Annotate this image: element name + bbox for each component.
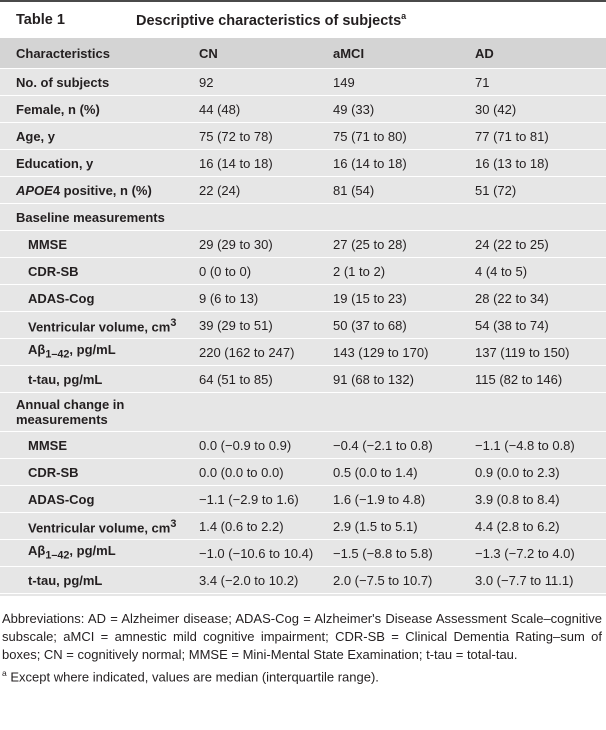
table-cell: 81 (54) [333, 177, 475, 204]
row-label-text: t-tau, pg/mL [28, 572, 103, 588]
table-cell: 3.9 (0.8 to 8.4) [475, 486, 606, 513]
row-label-text: CDR-SB [28, 464, 79, 480]
table-cell: 2.9 (1.5 to 5.1) [333, 513, 475, 540]
table-cell: −0.4 (−2.1 to 0.8) [333, 432, 475, 459]
table-row [0, 459, 606, 486]
table-header-row [0, 38, 606, 69]
row-label [0, 486, 199, 513]
row-label-text: MMSE [28, 236, 67, 252]
row-label-text: Aβ [28, 341, 46, 357]
row-label-text: Education, y [16, 155, 94, 171]
row-label-text: MMSE [28, 437, 67, 453]
row-label-text: ADAS-Cog [28, 290, 95, 306]
row-label [0, 258, 199, 285]
table-cell: 16 (14 to 18) [199, 150, 333, 177]
row-label [0, 285, 199, 312]
row-label-text: No. of subjects [16, 74, 110, 90]
table-cell: 16 (14 to 18) [333, 150, 475, 177]
table-cell [333, 393, 475, 432]
table-row [0, 177, 606, 204]
row-label [0, 339, 199, 366]
row-label [0, 69, 199, 96]
table-cell: 50 (37 to 68) [333, 312, 475, 339]
table-row [0, 432, 606, 459]
table-title-bar [0, 0, 606, 38]
column-header: AD [475, 38, 606, 69]
section-row [0, 204, 606, 231]
note-mark: a [2, 668, 7, 678]
table-cell: 54 (38 to 74) [475, 312, 606, 339]
table-cell: 44 (48) [199, 96, 333, 123]
table-cell [475, 393, 606, 432]
row-label [0, 513, 199, 540]
row-label [0, 567, 199, 594]
table-cell: 3.4 (−2.0 to 10.2) [199, 567, 333, 594]
row-label-text: Ventricular volume, cm [28, 319, 171, 335]
table-cell: 22 (24) [199, 177, 333, 204]
table-row [0, 123, 606, 150]
table-footnotes [0, 596, 606, 686]
table-cell: 0 (0 to 0) [199, 258, 333, 285]
table-row [0, 150, 606, 177]
table-title-text: Descriptive characteristics of subjects [136, 12, 402, 29]
table-cell: 28 (22 to 34) [475, 285, 606, 312]
table-cell: −1.5 (−8.8 to 5.8) [333, 540, 475, 567]
table-cell: 30 (42) [475, 96, 606, 123]
row-label [0, 312, 199, 339]
table-cell: 3.0 (−7.7 to 11.1) [475, 567, 606, 594]
row-label [0, 177, 199, 204]
row-label-text: Ventricular volume, cm [28, 520, 171, 536]
table-cell: 2.0 (−7.5 to 10.7) [333, 567, 475, 594]
row-label-subscript: 1–42 [45, 348, 70, 361]
table-row [0, 567, 606, 594]
table-cell: 4.4 (2.8 to 6.2) [475, 513, 606, 540]
table-row [0, 96, 606, 123]
abbreviations-note: Abbreviations: AD = Alzheimer disease; ADAS-Cog = Alzheimer's Disease Assessment Scale–cognitive subscale; aMCI = amnestic mild cognitive impairment; CDR-SB = Clinical Dementia Rating–sum of boxes; CN = cognitively normal; MMSE = Mini-Mental State Examination; t-tau = total-tau. [2, 611, 602, 662]
row-label-text: ADAS-Cog [28, 491, 95, 507]
table-cell: 27 (25 to 28) [333, 231, 475, 258]
table-cell: 137 (119 to 150) [475, 339, 606, 366]
table-row [0, 339, 606, 366]
table-cell: 75 (71 to 80) [333, 123, 475, 150]
column-header: Characteristics [0, 38, 199, 69]
table-row [0, 366, 606, 393]
row-label-text: Aβ [28, 542, 46, 558]
table-row [0, 312, 606, 339]
table-cell: 75 (72 to 78) [199, 123, 333, 150]
row-label [0, 432, 199, 459]
table-cell: 16 (13 to 18) [475, 150, 606, 177]
table-cell [199, 204, 333, 231]
table-cell: 71 [475, 69, 606, 96]
row-label [0, 393, 199, 432]
table-body [0, 38, 606, 596]
table-cell: 24 (22 to 25) [475, 231, 606, 258]
table-cell: 92 [199, 69, 333, 96]
table-title-mark: a [401, 11, 407, 22]
table-cell: 19 (15 to 23) [333, 285, 475, 312]
row-label-text: t-tau, pg/mL [28, 371, 103, 387]
table-row [0, 513, 606, 540]
table-cell: 0.0 (−0.9 to 0.9) [199, 432, 333, 459]
table-cell: 0.0 (0.0 to 0.0) [199, 459, 333, 486]
table-cell [333, 204, 475, 231]
characteristics-table [0, 38, 606, 594]
table-row [0, 540, 606, 567]
table-cell: 1.6 (−1.9 to 4.8) [333, 486, 475, 513]
table-cell: 143 (129 to 170) [333, 339, 475, 366]
table-cell: 64 (51 to 85) [199, 366, 333, 393]
table-cell: 51 (72) [475, 177, 606, 204]
row-label-rest: 4 positive, n (%) [52, 182, 152, 198]
column-header: CN [199, 38, 333, 69]
table-cell: −1.1 (−2.9 to 1.6) [199, 486, 333, 513]
median-note [2, 664, 602, 686]
row-label [0, 231, 199, 258]
table-cell: 2 (1 to 2) [333, 258, 475, 285]
table-cell: 77 (71 to 81) [475, 123, 606, 150]
table-row [0, 231, 606, 258]
row-label-text: Age, y [16, 128, 56, 144]
row-label [0, 366, 199, 393]
row-label-superscript: 3 [170, 517, 177, 530]
row-label [0, 540, 199, 567]
table-cell: 0.5 (0.0 to 1.4) [333, 459, 475, 486]
table-cell [475, 204, 606, 231]
row-label-rest: , pg/mL [69, 542, 116, 558]
row-label [0, 123, 199, 150]
row-label-italic: APOE [16, 182, 53, 198]
section-row [0, 393, 606, 432]
row-label-text: Baseline measurements [16, 209, 165, 225]
row-label-text: Female, n (%) [16, 101, 100, 117]
table-title [136, 11, 406, 29]
row-label-text: Annual change in measurements [16, 397, 125, 427]
row-label-subscript: 1–42 [45, 549, 70, 562]
table-cell [199, 393, 333, 432]
table-row [0, 285, 606, 312]
table-row [0, 258, 606, 285]
note-text: Except where indicated, values are median (interquartile range). [6, 669, 379, 685]
table-cell: 0.9 (0.0 to 2.3) [475, 459, 606, 486]
row-label [0, 150, 199, 177]
table-row [0, 486, 606, 513]
table-row [0, 69, 606, 96]
table-cell: −1.1 (−4.8 to 0.8) [475, 432, 606, 459]
table-cell: 29 (29 to 30) [199, 231, 333, 258]
table-cell: 91 (68 to 132) [333, 366, 475, 393]
table-cell: −1.3 (−7.2 to 4.0) [475, 540, 606, 567]
table-cell: 149 [333, 69, 475, 96]
row-label [0, 459, 199, 486]
table-number: Table 1 [16, 12, 65, 28]
row-label-text: CDR-SB [28, 263, 79, 279]
table-cell: 220 (162 to 247) [199, 339, 333, 366]
table-cell: 1.4 (0.6 to 2.2) [199, 513, 333, 540]
table-cell: 49 (33) [333, 96, 475, 123]
table-cell: −1.0 (−10.6 to 10.4) [199, 540, 333, 567]
table-cell: 39 (29 to 51) [199, 312, 333, 339]
row-label [0, 204, 199, 231]
table-cell: 4 (4 to 5) [475, 258, 606, 285]
row-label-superscript: 3 [170, 316, 177, 329]
table-cell: 9 (6 to 13) [199, 285, 333, 312]
column-header: aMCI [333, 38, 475, 69]
table-cell: 115 (82 to 146) [475, 366, 606, 393]
row-label [0, 96, 199, 123]
row-label-rest: , pg/mL [69, 341, 116, 357]
